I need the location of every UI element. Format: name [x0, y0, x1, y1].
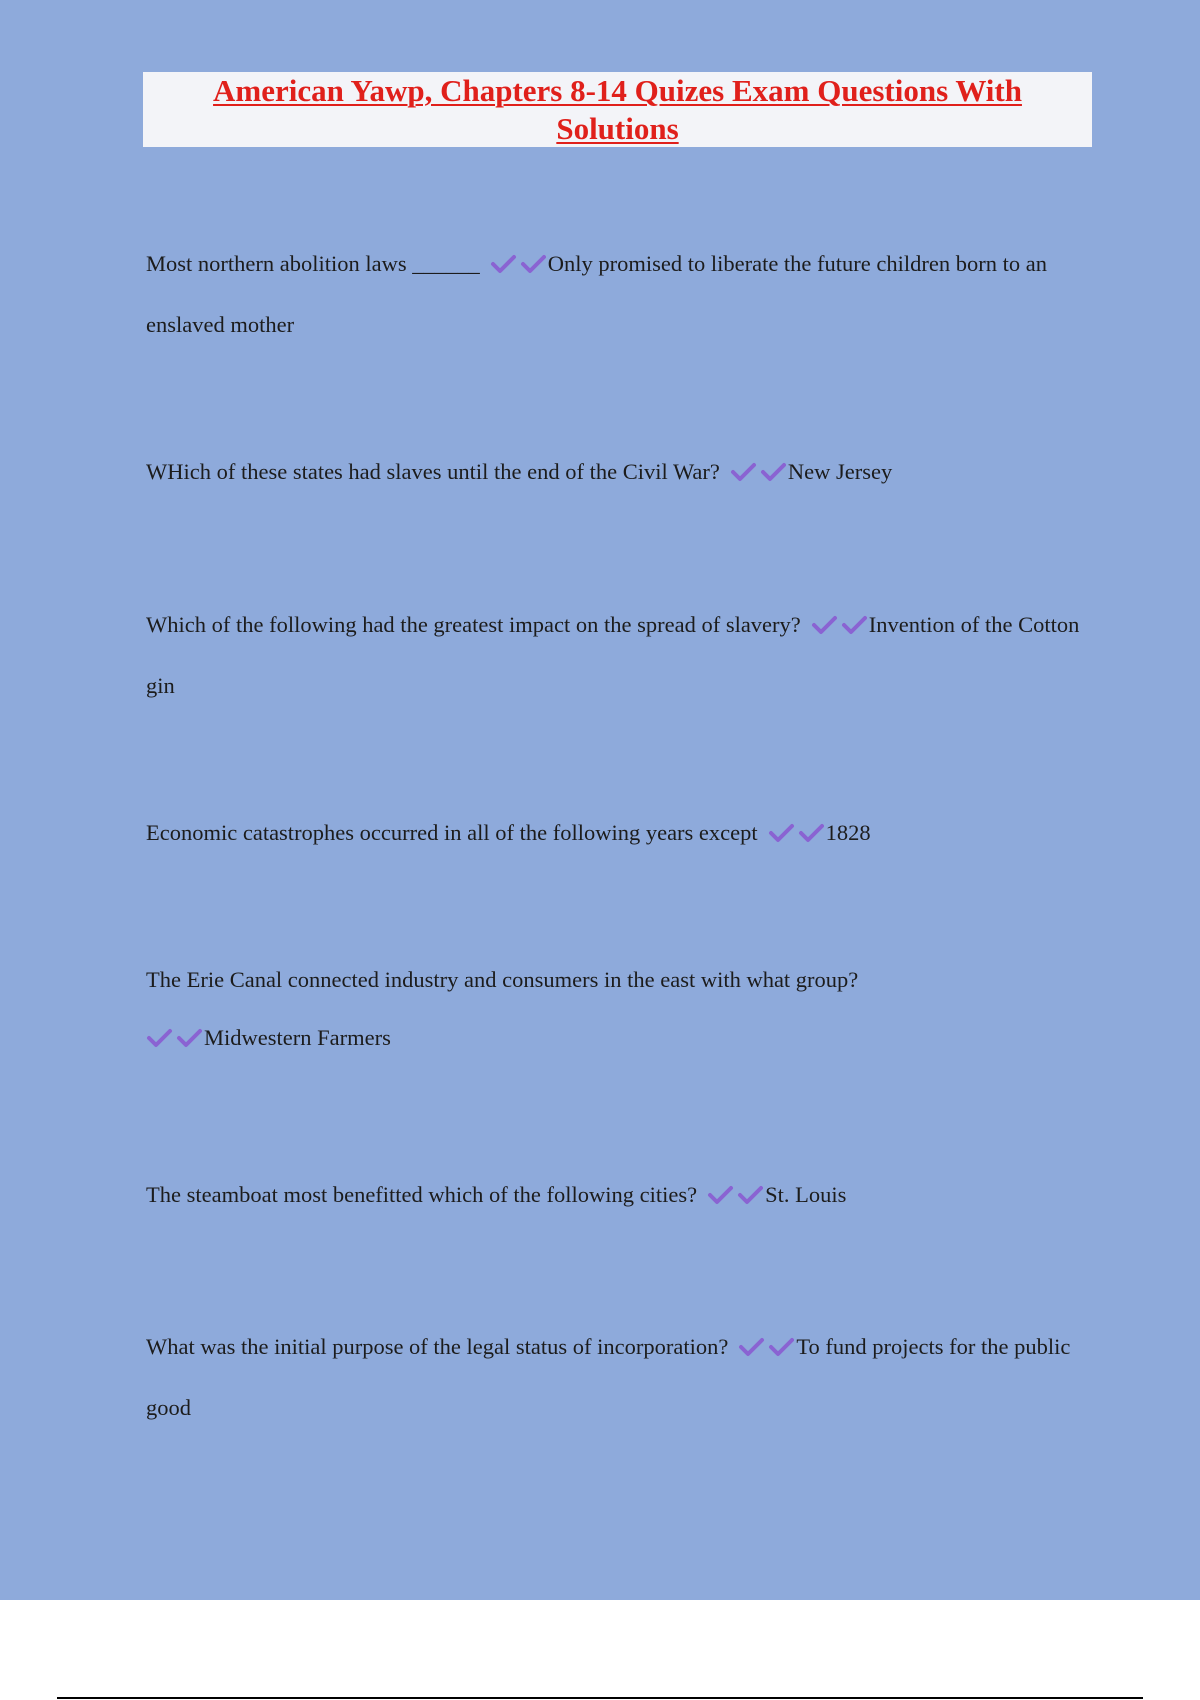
footer-rule [57, 1697, 1143, 1699]
qa-item [146, 1316, 1096, 1438]
answer-text: Only promised to liberate the future children born to an enslaved mother [146, 251, 1047, 337]
answer-text: Invention of the Cotton gin [146, 612, 1080, 698]
double-check-icon [490, 254, 546, 274]
answer-text: St. Louis [765, 1182, 847, 1207]
question-text: The Erie Canal connected industry and consumers in the east with what group? [146, 967, 859, 992]
qa-item [146, 951, 1096, 1067]
double-check-icon [738, 1337, 794, 1357]
qa-item [146, 594, 1096, 716]
qa-item [146, 233, 1096, 355]
answer-text: New Jersey [787, 459, 893, 484]
question-text: Most northern abolition laws ______ [146, 251, 480, 276]
question-text: The steamboat most benefitted which of the following cities? [146, 1182, 698, 1207]
answer-text: To fund projects for the public good [146, 1334, 1071, 1420]
title-box [143, 72, 1092, 147]
answer-text: 1828 [825, 820, 871, 845]
question-text: What was the initial purpose of the legal status of incorporation? [146, 1334, 729, 1359]
qa-item [146, 441, 1096, 502]
question-text: WHich of these states had slaves until the end of the Civil War? [146, 459, 720, 484]
double-check-icon [768, 823, 824, 843]
double-check-icon [730, 462, 786, 482]
double-check-icon [707, 1185, 763, 1205]
answer-text: Midwestern Farmers [204, 1025, 391, 1050]
qa-item [146, 802, 1096, 863]
double-check-icon [146, 1028, 202, 1048]
question-text: Which of the following had the greatest impact on the spread of slavery? [146, 612, 801, 637]
document-title: American Yawp, Chapters 8-14 Quizes Exam Questions With Solutions [213, 72, 1022, 146]
qa-item [146, 1164, 1096, 1225]
question-text: Economic catastrophes occurred in all of the following years except [146, 820, 758, 845]
double-check-icon [811, 615, 867, 635]
